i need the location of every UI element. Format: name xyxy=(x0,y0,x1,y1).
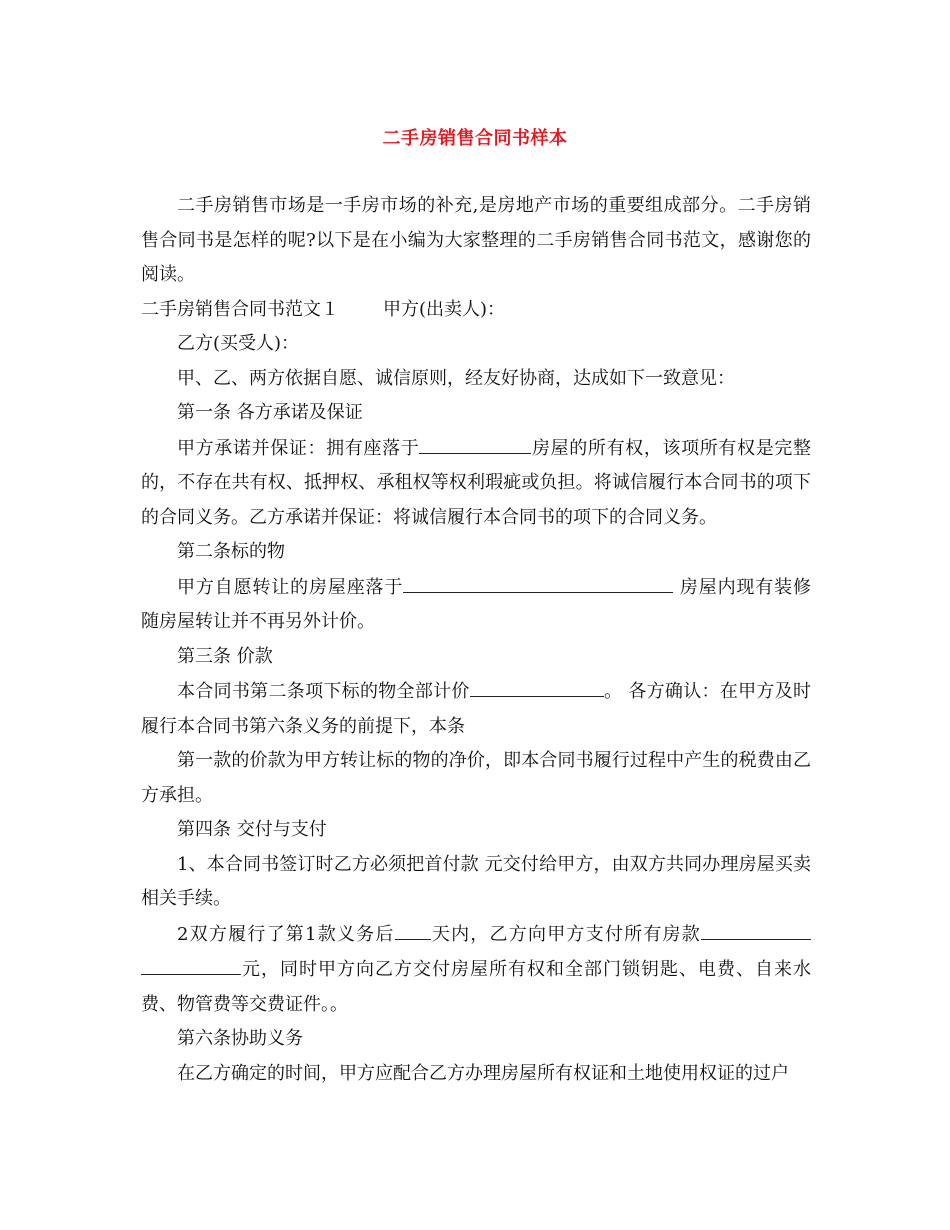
article-1-text-b: 房屋的所有权，该项所有权是完整的，不存在共有权、抵押权、承租权等权利瑕疵或负担。将诚信履行本合同书的项下的合同义务。乙方承诺并保证：将诚信履行本合同书的项下的合同义务。 xyxy=(141,437,812,528)
party-a-label: 甲方(出卖人)： xyxy=(383,298,506,320)
article-4-paragraph-1: 1、本合同书签订时乙方必须把首付款 元交付给甲方，由双方共同办理房屋买卖相关手续。 xyxy=(141,853,811,909)
blank-field-location[interactable] xyxy=(419,431,531,454)
sample-heading-line xyxy=(141,293,811,328)
article-3-paragraph-2: 第一款的价款为甲方转让标的物的净价，即本合同书履行过程中产生的税费由乙方承担。 xyxy=(141,750,811,806)
article-6-heading: 第六条协助义务 xyxy=(177,1028,303,1049)
article-2-text-a: 甲方自愿转让的房屋座落于 xyxy=(177,576,404,598)
article-1-text-a: 甲方承诺并保证：拥有座落于 xyxy=(177,437,420,459)
article-4-paragraph-2 xyxy=(141,917,811,1023)
article-1-paragraph xyxy=(141,431,811,536)
party-b-label: 乙方(买受人)： xyxy=(177,333,300,354)
article-2-heading: 第二条标的物 xyxy=(177,541,285,562)
article-1-heading: 第一条 各方承诺及保证 xyxy=(177,402,363,423)
article-3-heading: 第三条 价款 xyxy=(177,645,273,667)
document-body xyxy=(141,189,811,1091)
blank-field-price[interactable] xyxy=(470,674,604,697)
article-3-text-a: 本合同书第二条项下标的物全部计价 xyxy=(177,681,470,702)
article-4-heading: 第四条 交付与支付 xyxy=(177,819,327,840)
article-4-text-a: 2双方履行了第1款义务后 xyxy=(177,923,395,945)
article-4-text-c: 元，同时甲方向乙方交付房屋所有权和全部门锁钥匙、电费、自来水费、物管费等交费证件。。 xyxy=(141,959,811,1015)
document-title: 二手房销售合同书样本 xyxy=(382,128,568,149)
blank-field-payment-2[interactable] xyxy=(141,952,241,975)
blank-field-house-address[interactable] xyxy=(403,570,673,593)
article-3-text-b: 。 各方确认：在甲方及时履行本合同书第六条义务的前提下，本条 xyxy=(141,681,811,737)
article-2-text-b: 房屋内现有装修随房屋转让并不再另外计价。 xyxy=(141,576,811,632)
intro-paragraph: 二手房销售市场是一手房市场的补充,是房地产市场的重要组成部分。二手房销售合同书是怎样的呢?以下是在小编为大家整理的二手房销售合同书范文，感谢您的阅读。 xyxy=(141,195,811,285)
blank-field-payment-1[interactable] xyxy=(701,917,811,940)
article-3-paragraph-1 xyxy=(141,674,811,744)
agreement-paragraph: 甲、乙、两方依据自愿、诚信原则，经友好协商，达成如下一致意见： xyxy=(177,367,735,389)
article-6-paragraph: 在乙方确定的时间，甲方应配合乙方办理房屋所有权证和土地使用权证的过户 xyxy=(177,1062,789,1084)
article-4-text-b: 天内，乙方向甲方支付所有房款 xyxy=(430,923,702,945)
sample-heading: 二手房销售合同书范文１ xyxy=(141,298,339,320)
blank-field-days[interactable] xyxy=(395,917,431,940)
article-2-paragraph xyxy=(141,570,811,640)
